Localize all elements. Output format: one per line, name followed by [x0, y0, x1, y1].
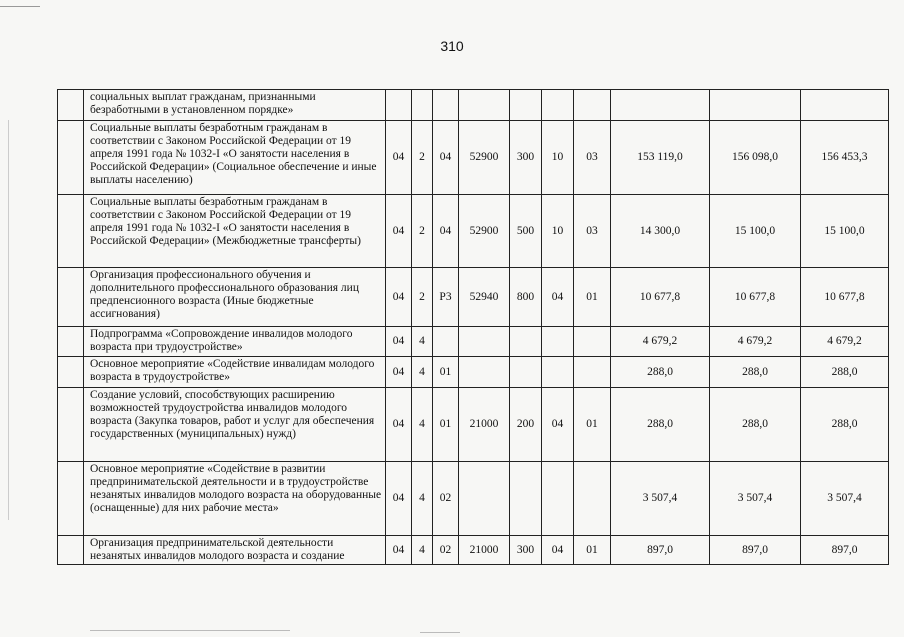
- code-subdivision: [574, 462, 611, 536]
- code-section: [386, 90, 412, 121]
- amount-year-3: 156 453,3: [801, 121, 889, 195]
- code-section: 04: [386, 357, 412, 388]
- table-row: [58, 536, 889, 565]
- code-expense-type: [510, 462, 542, 536]
- code-division: 10: [542, 121, 574, 195]
- code-section: 04: [386, 268, 412, 327]
- code-division: [542, 357, 574, 388]
- code-subprogram: 4: [412, 357, 433, 388]
- scan-artifact: [90, 630, 290, 631]
- code-activity: 02: [433, 462, 459, 536]
- item-name: Организация предпринимательской деятельности незанятых инвалидов молодого возраста и создание: [84, 536, 386, 565]
- code-subdivision: 03: [574, 121, 611, 195]
- code-direction: [459, 90, 510, 121]
- amount-year-2: 15 100,0: [710, 195, 801, 268]
- amount-year-1: 897,0: [611, 536, 710, 565]
- code-direction: 52900: [459, 195, 510, 268]
- table-row: [58, 327, 889, 357]
- table-row: [58, 388, 889, 462]
- amount-year-2: 288,0: [710, 388, 801, 462]
- table-row: [58, 357, 889, 388]
- code-subprogram: [412, 90, 433, 121]
- code-section: 04: [386, 388, 412, 462]
- code-direction: [459, 327, 510, 357]
- code-direction: 21000: [459, 388, 510, 462]
- table-row: [58, 121, 889, 195]
- amount-year-3: 288,0: [801, 388, 889, 462]
- index-cell: [58, 462, 84, 536]
- amount-year-1: 288,0: [611, 357, 710, 388]
- index-cell: [58, 90, 84, 121]
- scan-artifact: [8, 120, 9, 520]
- code-division: 04: [542, 388, 574, 462]
- index-cell: [58, 388, 84, 462]
- index-cell: [58, 536, 84, 565]
- code-activity: 04: [433, 195, 459, 268]
- code-subdivision: 01: [574, 536, 611, 565]
- amount-year-1: 10 677,8: [611, 268, 710, 327]
- item-name: Социальные выплаты безработным гражданам в соответствии с Законом Российской Федерации от 19 апреля 1991 года № 1032-I «О занятости населения в Российской Федерации» (Социальное обеспечение и иные выплаты населению): [84, 121, 386, 195]
- index-cell: [58, 327, 84, 357]
- code-section: 04: [386, 195, 412, 268]
- amount-year-1: 153 119,0: [611, 121, 710, 195]
- code-subprogram: 2: [412, 121, 433, 195]
- amount-year-1: 288,0: [611, 388, 710, 462]
- code-division: [542, 327, 574, 357]
- budget-table-wrapper: [57, 89, 889, 565]
- index-cell: [58, 195, 84, 268]
- amount-year-3: 897,0: [801, 536, 889, 565]
- code-subprogram: 2: [412, 195, 433, 268]
- code-subdivision: [574, 357, 611, 388]
- code-activity: 02: [433, 536, 459, 565]
- code-subprogram: 4: [412, 327, 433, 357]
- code-subprogram: 4: [412, 388, 433, 462]
- code-subdivision: 01: [574, 268, 611, 327]
- amount-year-2: 156 098,0: [710, 121, 801, 195]
- code-subprogram: 2: [412, 268, 433, 327]
- amount-year-2: 3 507,4: [710, 462, 801, 536]
- item-name: Социальные выплаты безработным гражданам в соответствии с Законом Российской Федерации от 19 апреля 1991 года № 1032-I «О занятости населения в Российской Федерации» (Межбюджетные трансферты): [84, 195, 386, 268]
- code-activity: 01: [433, 388, 459, 462]
- budget-table: [57, 89, 889, 565]
- amount-year-1: 14 300,0: [611, 195, 710, 268]
- code-expense-type: [510, 90, 542, 121]
- amount-year-3: 15 100,0: [801, 195, 889, 268]
- code-activity: P3: [433, 268, 459, 327]
- code-subdivision: [574, 90, 611, 121]
- amount-year-2: 288,0: [710, 357, 801, 388]
- item-name: Основное мероприятие «Содействие инвалидам молодого возраста в трудоустройстве»: [84, 357, 386, 388]
- index-cell: [58, 357, 84, 388]
- code-direction: 52900: [459, 121, 510, 195]
- code-direction: 52940: [459, 268, 510, 327]
- code-direction: [459, 357, 510, 388]
- code-expense-type: 800: [510, 268, 542, 327]
- scan-artifact: [420, 632, 460, 633]
- amount-year-3: 4 679,2: [801, 327, 889, 357]
- amount-year-2: 10 677,8: [710, 268, 801, 327]
- amount-year-1: [611, 90, 710, 121]
- code-subprogram: 4: [412, 462, 433, 536]
- amount-year-1: 3 507,4: [611, 462, 710, 536]
- code-division: 04: [542, 536, 574, 565]
- code-direction: [459, 462, 510, 536]
- amount-year-3: 288,0: [801, 357, 889, 388]
- page-number: 310: [440, 38, 464, 54]
- amount-year-1: 4 679,2: [611, 327, 710, 357]
- code-expense-type: 500: [510, 195, 542, 268]
- table-row: [58, 462, 889, 536]
- index-cell: [58, 268, 84, 327]
- item-name: Создание условий, способствующих расширению возможностей трудоустройства инвалидов молодого возраста (Закупка товаров, работ и услуг для обеспечения государственных (муниципальных) нужд): [84, 388, 386, 462]
- amount-year-3: [801, 90, 889, 121]
- code-expense-type: 200: [510, 388, 542, 462]
- code-activity: [433, 90, 459, 121]
- code-subdivision: 01: [574, 388, 611, 462]
- code-subdivision: 03: [574, 195, 611, 268]
- table-row: [58, 90, 889, 121]
- item-name: Подпрограмма «Сопровождение инвалидов молодого возраста при трудоустройстве»: [84, 327, 386, 357]
- scan-artifact: [0, 6, 40, 7]
- code-direction: 21000: [459, 536, 510, 565]
- code-expense-type: [510, 327, 542, 357]
- item-name: Основное мероприятие «Содействие в развитии предпринимательской деятельности и в трудоустройстве незанятых инвалидов молодого возраста на оборудованные (оснащенные) для них рабочие места»: [84, 462, 386, 536]
- code-activity: 01: [433, 357, 459, 388]
- table-row: [58, 268, 889, 327]
- index-cell: [58, 121, 84, 195]
- amount-year-2: [710, 90, 801, 121]
- amount-year-2: 4 679,2: [710, 327, 801, 357]
- code-division: 10: [542, 195, 574, 268]
- code-section: 04: [386, 121, 412, 195]
- code-activity: [433, 327, 459, 357]
- code-expense-type: 300: [510, 121, 542, 195]
- code-division: 04: [542, 268, 574, 327]
- amount-year-3: 10 677,8: [801, 268, 889, 327]
- code-division: [542, 90, 574, 121]
- code-section: 04: [386, 327, 412, 357]
- code-expense-type: 300: [510, 536, 542, 565]
- code-subdivision: [574, 327, 611, 357]
- code-division: [542, 462, 574, 536]
- item-name: Организация профессионального обучения и дополнительного профессионального образования лиц предпенсионного возраста (Иные бюджетные ассигнования): [84, 268, 386, 327]
- code-expense-type: [510, 357, 542, 388]
- amount-year-3: 3 507,4: [801, 462, 889, 536]
- code-activity: 04: [433, 121, 459, 195]
- code-section: 04: [386, 536, 412, 565]
- item-name: социальных выплат гражданам, признанными безработными в установленном порядке»: [84, 90, 386, 121]
- table-row: [58, 195, 889, 268]
- amount-year-2: 897,0: [710, 536, 801, 565]
- code-section: 04: [386, 462, 412, 536]
- code-subprogram: 4: [412, 536, 433, 565]
